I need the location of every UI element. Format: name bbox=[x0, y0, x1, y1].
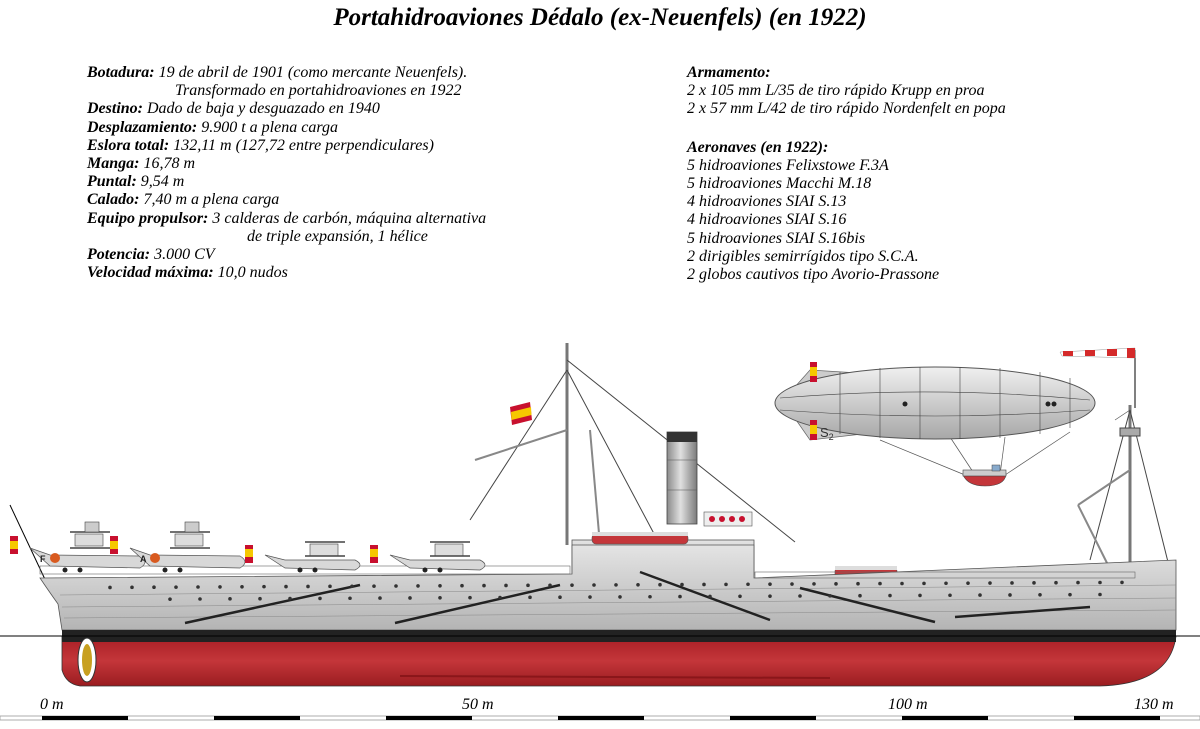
airship-illustration bbox=[775, 362, 1130, 486]
porthole bbox=[768, 582, 772, 586]
scale-segment bbox=[730, 716, 816, 720]
scale-segment bbox=[42, 716, 128, 720]
scale-segment bbox=[386, 716, 472, 720]
porthole bbox=[768, 594, 772, 598]
scale-bar bbox=[0, 716, 1200, 720]
scale-label-50: 50 m bbox=[462, 696, 494, 713]
aircraft-heading: Aeronaves (en 1922): bbox=[687, 138, 829, 156]
spec-eslora: Eslora total: 132,11 m (127,72 entre perpendiculares) bbox=[87, 136, 434, 154]
porthole bbox=[168, 597, 172, 601]
aircraft-item: 2 globos cautivos tipo Avorio-Prassone bbox=[687, 266, 940, 284]
porthole bbox=[438, 596, 442, 600]
spanish-flag-icon bbox=[510, 402, 532, 425]
scale-label-130: 130 m bbox=[1134, 696, 1174, 713]
porthole bbox=[812, 582, 816, 586]
porthole bbox=[460, 584, 464, 588]
porthole bbox=[288, 597, 292, 601]
porthole bbox=[790, 582, 794, 586]
porthole bbox=[498, 596, 502, 600]
spec-velocidad: Velocidad máxima: 10,0 nudos bbox=[87, 264, 288, 282]
porthole bbox=[258, 597, 262, 601]
spec-botadura: Botadura: 19 de abril de 1901 (como mercante Neuenfels). bbox=[87, 64, 468, 81]
porthole bbox=[966, 581, 970, 585]
crows-nest bbox=[1120, 428, 1140, 436]
porthole bbox=[328, 585, 332, 589]
windsock-icon bbox=[1060, 348, 1135, 358]
porthole bbox=[198, 597, 202, 601]
porthole bbox=[570, 583, 574, 587]
spec-botadura-cont: Transformado en portahidroaviones en 1922 bbox=[175, 82, 462, 100]
porthole bbox=[724, 583, 728, 587]
porthole bbox=[284, 585, 288, 589]
porthole bbox=[528, 596, 532, 600]
porthole bbox=[468, 596, 472, 600]
porthole bbox=[526, 584, 530, 588]
aircraft-item: 4 hidroaviones SIAI S.16 bbox=[687, 211, 847, 229]
porthole bbox=[918, 594, 922, 598]
seaplane-marking: F bbox=[40, 554, 46, 564]
porthole bbox=[152, 585, 156, 589]
porthole bbox=[878, 582, 882, 586]
seaplane-icon bbox=[370, 542, 485, 573]
porthole bbox=[318, 597, 322, 601]
aircraft-item: 2 dirigibles semirrígidos tipo S.C.A. bbox=[687, 247, 919, 265]
porthole bbox=[372, 584, 376, 588]
porthole bbox=[658, 583, 662, 587]
scale-segment bbox=[214, 716, 300, 720]
porthole bbox=[306, 585, 310, 589]
porthole bbox=[588, 595, 592, 599]
spec-propulsor: Equipo propulsor: 3 calderas de carbón, máquina alternativa bbox=[87, 209, 487, 227]
porthole bbox=[262, 585, 266, 589]
porthole bbox=[548, 583, 552, 587]
seaplane-icon bbox=[245, 542, 360, 573]
aircraft-item: 5 hidroaviones Felixstowe F.3A bbox=[687, 156, 889, 174]
porthole bbox=[1008, 593, 1012, 597]
seaplane-marking: A bbox=[140, 554, 147, 564]
porthole bbox=[1120, 581, 1124, 585]
porthole bbox=[948, 593, 952, 597]
porthole bbox=[108, 586, 112, 590]
seaplanes bbox=[10, 522, 485, 573]
porthole bbox=[348, 596, 352, 600]
porthole bbox=[648, 595, 652, 599]
porthole bbox=[944, 581, 948, 585]
spec-manga: Manga: 16,78 m bbox=[87, 155, 196, 173]
scale-segment bbox=[902, 716, 988, 720]
porthole bbox=[828, 594, 832, 598]
porthole bbox=[922, 582, 926, 586]
scale-label-0: 0 m bbox=[40, 696, 64, 713]
porthole bbox=[240, 585, 244, 589]
porthole bbox=[378, 596, 382, 600]
porthole bbox=[504, 584, 508, 588]
armament-heading: Armamento: bbox=[687, 64, 771, 81]
propeller-icon bbox=[78, 638, 96, 682]
porthole bbox=[680, 583, 684, 587]
porthole bbox=[558, 595, 562, 599]
armament-item: 2 x 105 mm L/35 de tiro rápido Krupp en proa bbox=[687, 82, 985, 100]
page-title: Portahidroaviones Dédalo (ex-Neuenfels) (en 1922) bbox=[333, 4, 867, 31]
porthole bbox=[482, 584, 486, 588]
spec-propulsor-cont: de triple expansión, 1 hélice bbox=[247, 227, 428, 245]
porthole bbox=[738, 595, 742, 599]
porthole bbox=[888, 594, 892, 598]
porthole bbox=[856, 582, 860, 586]
porthole bbox=[196, 585, 200, 589]
porthole bbox=[678, 595, 682, 599]
scale-label-100: 100 m bbox=[888, 696, 928, 713]
porthole bbox=[618, 595, 622, 599]
porthole bbox=[614, 583, 618, 587]
porthole bbox=[394, 584, 398, 588]
porthole bbox=[834, 582, 838, 586]
porthole bbox=[636, 583, 640, 587]
armament-item: 2 x 57 mm L/42 de tiro rápido Nordenfelt en popa bbox=[687, 100, 1006, 118]
porthole bbox=[416, 584, 420, 588]
scale-segment bbox=[1074, 716, 1160, 720]
porthole bbox=[900, 582, 904, 586]
porthole bbox=[592, 583, 596, 587]
airship-gondola bbox=[963, 475, 1006, 486]
porthole bbox=[228, 597, 232, 601]
porthole bbox=[1098, 593, 1102, 597]
porthole bbox=[978, 593, 982, 597]
porthole bbox=[1054, 581, 1058, 585]
porthole bbox=[1076, 581, 1080, 585]
spec-puntal: Puntal: 9,54 m bbox=[87, 173, 185, 191]
funnel bbox=[667, 432, 752, 526]
porthole bbox=[1032, 581, 1036, 585]
porthole bbox=[798, 594, 802, 598]
porthole bbox=[174, 585, 178, 589]
porthole bbox=[1038, 593, 1042, 597]
porthole bbox=[1098, 581, 1102, 585]
porthole bbox=[746, 582, 750, 586]
aircraft-item: 5 hidroaviones Macchi M.18 bbox=[687, 175, 872, 193]
porthole bbox=[708, 595, 712, 599]
spec-potencia: Potencia: 3.000 CV bbox=[87, 246, 215, 264]
spec-destino: Destino: Dado de baja y desguazado en 1940 bbox=[87, 100, 380, 118]
porthole bbox=[1010, 581, 1014, 585]
aircraft-item: 5 hidroaviones SIAI S.16bis bbox=[687, 229, 866, 247]
scale-segment bbox=[558, 716, 644, 720]
porthole bbox=[1068, 593, 1072, 597]
airship-marking: $S_2$ bbox=[820, 425, 834, 442]
porthole bbox=[408, 596, 412, 600]
porthole bbox=[438, 584, 442, 588]
porthole bbox=[988, 581, 992, 585]
porthole bbox=[858, 594, 862, 598]
porthole bbox=[350, 584, 354, 588]
porthole bbox=[130, 586, 134, 590]
porthole bbox=[218, 585, 222, 589]
porthole bbox=[702, 583, 706, 587]
spec-desplazamiento: Desplazamiento: 9.900 t a plena carga bbox=[87, 118, 338, 136]
spec-calado: Calado: 7,40 m a plena carga bbox=[87, 191, 280, 209]
aircraft-item: 4 hidroaviones SIAI S.13 bbox=[687, 193, 847, 211]
